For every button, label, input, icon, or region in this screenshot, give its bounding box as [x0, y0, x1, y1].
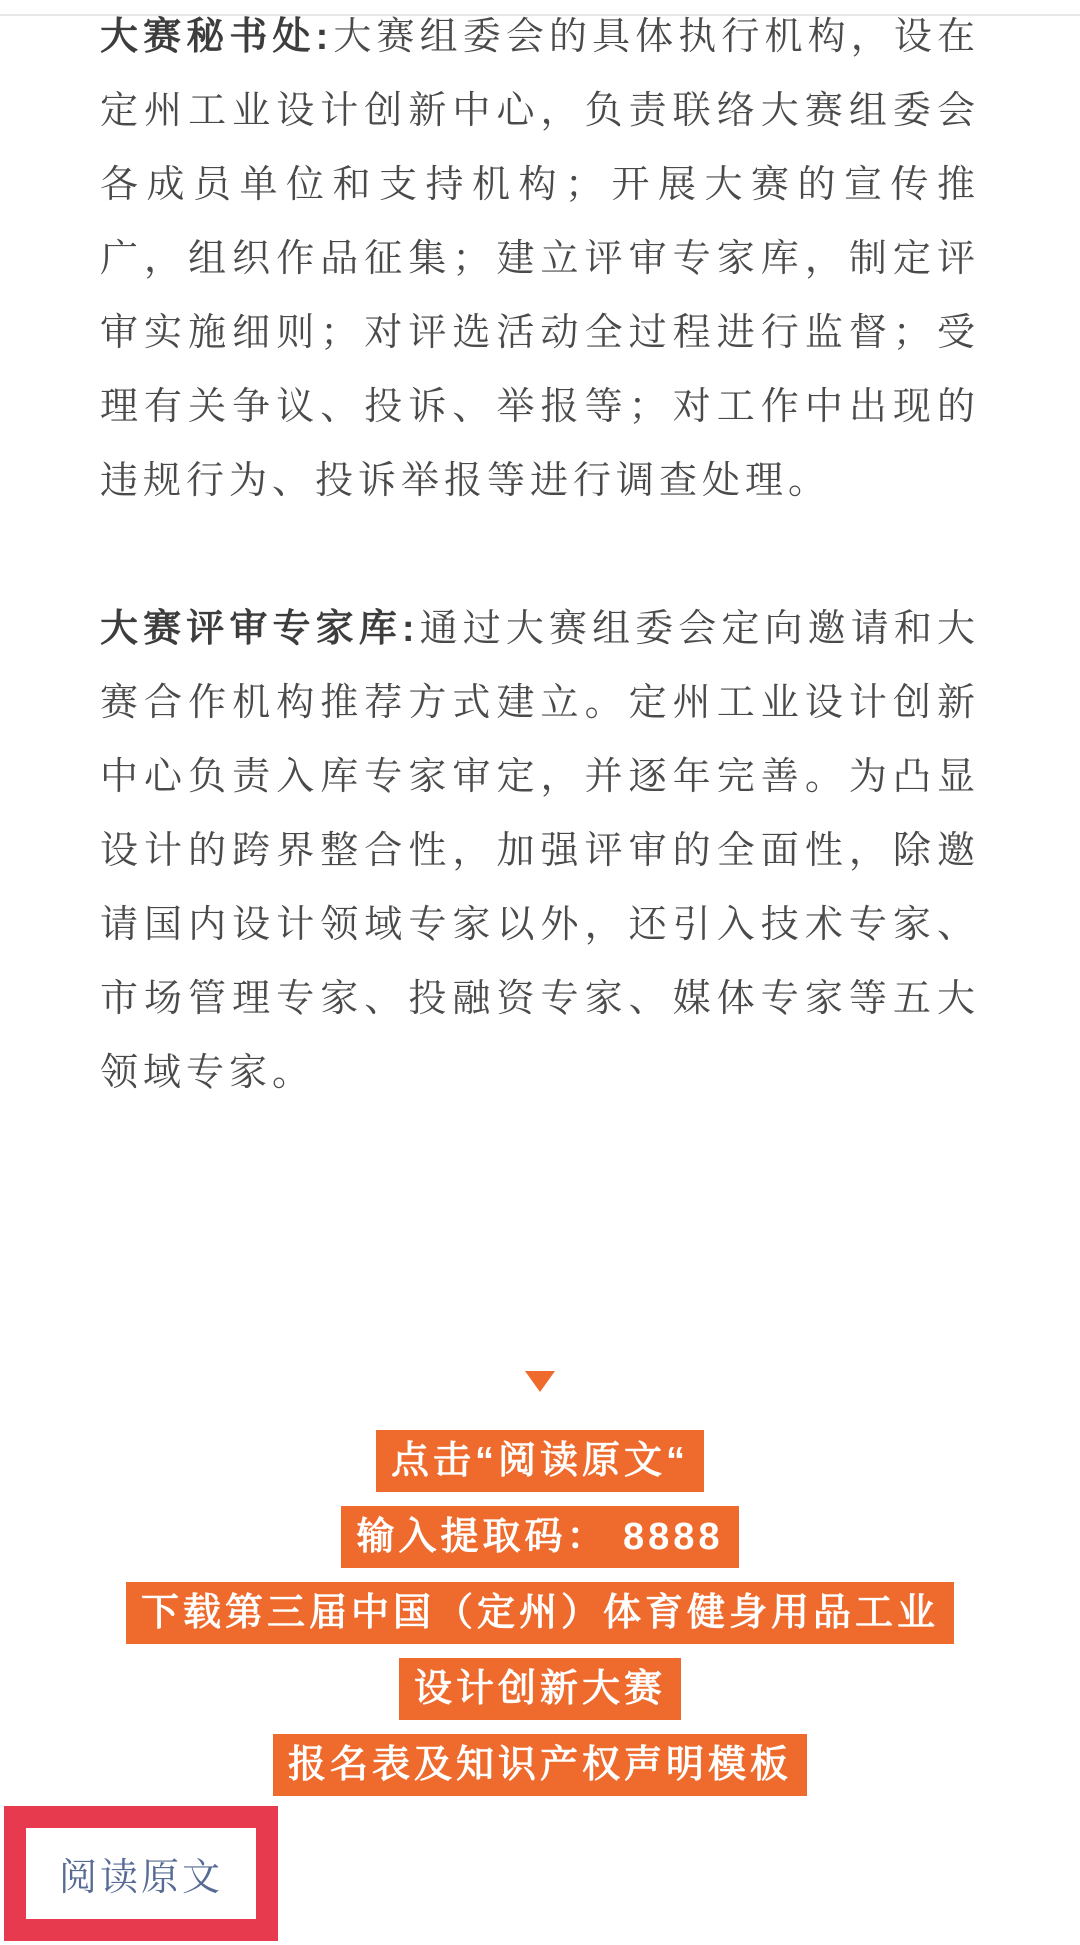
cta-line-extraction-code: 输入提取码： 8888 [341, 1506, 738, 1568]
paragraph-expert-pool-text: 通过大赛组委会定向邀请和大赛合作机构推荐方式建立。定州工业设计创新中心负责入库专家审定，并逐年完善。为凸显设计的跨界整合性，加强评审的全面性，除邀请国内设计领域专家以外，还引入技术专家、市场管理专家、投融资专家、媒体专家等五大领域专家。 [100, 608, 980, 1094]
paragraph-expert-pool [100, 592, 980, 1110]
paragraph-secretariat [100, 0, 980, 518]
paragraph-expert-pool-label: 大赛评审专家库: [100, 608, 420, 650]
cta-line-click-read-original: 点击“阅读原文“ [376, 1430, 704, 1492]
paragraph-secretariat-text: 大赛组委会的具体执行机构，设在定州工业设计创新中心，负责联络大赛组委会各成员单位和支持机构；开展大赛的宣传推广，组织作品征集；建立评审专家库，制定评审实施细则；对评选活动全过程进行监督；受理有关争议、投诉、举报等；对工作中出现的违规行为、投诉举报等进行调查处理。 [100, 16, 980, 502]
cta-line-form-template: 报名表及知识产权声明模板 [273, 1734, 807, 1796]
read-original-link[interactable]: 阅读原文 [58, 1857, 223, 1899]
cta-line-competition-name: 设计创新大赛 [399, 1658, 681, 1720]
read-original-annotation-box [4, 1806, 278, 1941]
cta-line-download-title: 下载第三届中国（定州）体育健身用品工业 [126, 1582, 954, 1644]
article-body [100, 0, 980, 1110]
cta-section [0, 1371, 1080, 1810]
down-triangle-icon [525, 1371, 555, 1392]
paragraph-secretariat-label: 大赛秘书处: [100, 16, 334, 58]
